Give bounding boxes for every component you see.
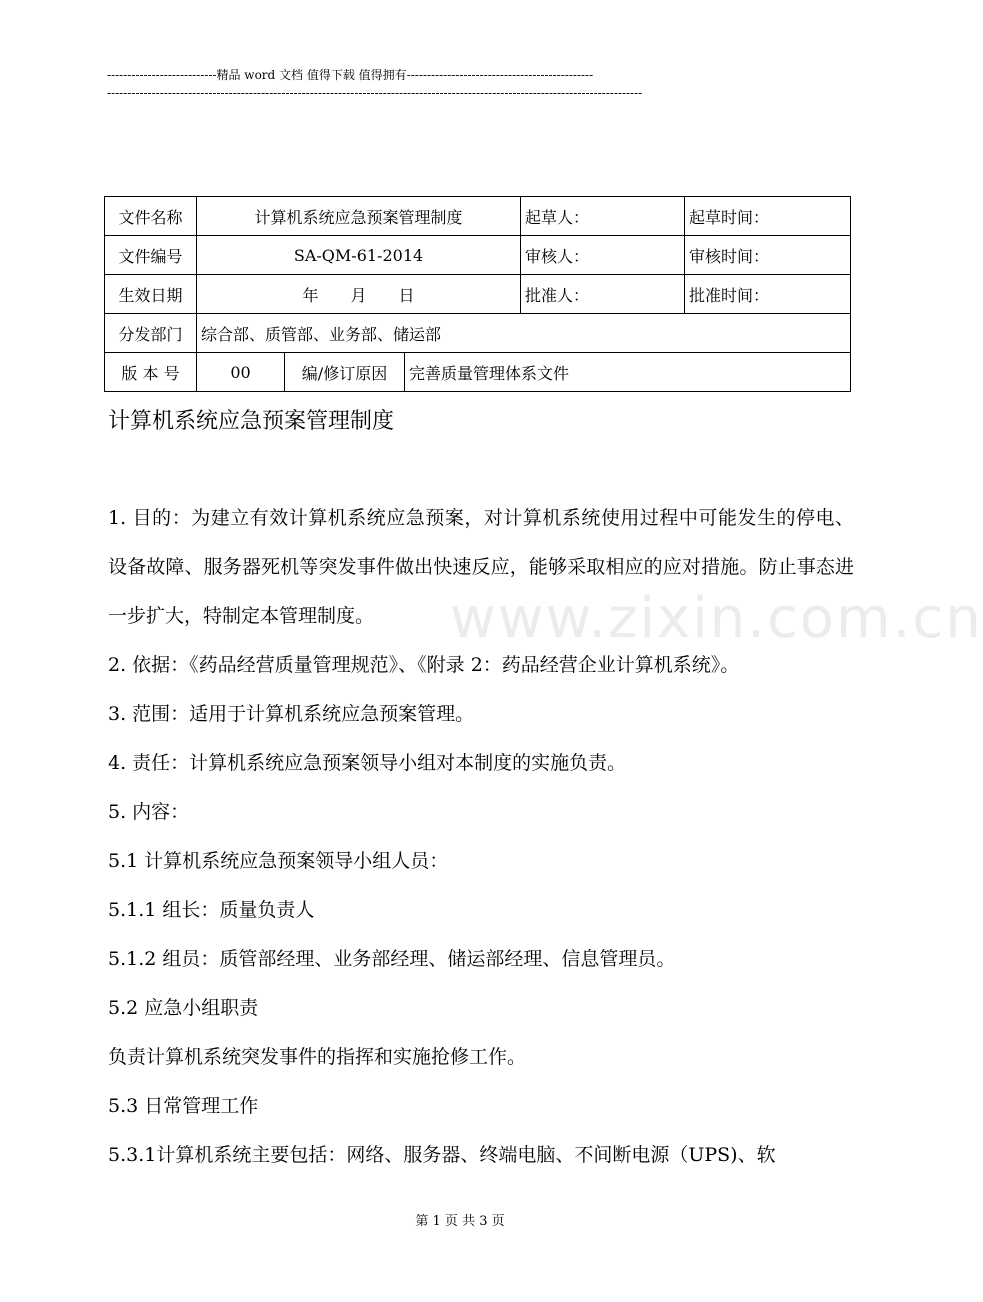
distribution-value: 综合部、质管部、业务部、储运部 — [197, 314, 851, 353]
table-row — [105, 236, 851, 275]
approver-label: 批准人： — [521, 275, 685, 314]
paragraph-scope: 3. 范围：适用于计算机系统应急预案管理。 — [108, 703, 475, 725]
approve-time-label: 批准时间： — [685, 275, 851, 314]
draft-time-label: 起草时间： — [685, 197, 851, 236]
revision-reason-label: 编/修订原因 — [285, 353, 405, 392]
document-body — [108, 494, 854, 1180]
effective-date-label: 生效日期 — [105, 275, 197, 314]
distribution-label: 分发部门 — [105, 314, 197, 353]
paragraph-5-3-1: 5.3.1计算机系统主要包括：网络、服务器、终端电脑、不间断电源（UPS)、软 — [108, 1144, 776, 1166]
version-value: 00 — [197, 353, 285, 392]
revision-reason-value: 完善质量管理体系文件 — [405, 353, 851, 392]
review-time-label: 审核时间： — [685, 236, 851, 275]
paragraph-responsibility: 4. 责任：计算机系统应急预案领导小组对本制度的实施负责。 — [108, 752, 627, 774]
paragraph-5-2: 5.2 应急小组职责 — [108, 997, 259, 1019]
page-footer: 第 1 页 共 3 页 — [415, 1214, 505, 1229]
watermark: www.zixin.com.cn — [450, 586, 983, 651]
page-header-rule: ------------------------------------------------------------------------------------------------------------------------------------ — [107, 86, 643, 100]
table-row — [105, 275, 851, 314]
paragraph-purpose: 1. 目的：为建立有效计算机系统应急预案，对计算机系统使用过程中可能发生的停电、设备故障、服务器死机等突发事件做出快速反应，能够采取相应的应对措施。防止事态进一步扩大，特制定本管理制度。 — [108, 507, 854, 627]
reviewer-label: 审核人： — [521, 236, 685, 275]
document-info-table — [104, 196, 851, 392]
paragraph-5-1-1: 5.1.1 组长：质量负责人 — [108, 899, 315, 921]
document-title: 计算机系统应急预案管理制度 — [108, 409, 395, 434]
version-label: 版 本 号 — [105, 353, 197, 392]
paragraph-basis: 2. 依据：《药品经营质量管理规范》、《附录 2：药品经营企业计算机系统》。 — [108, 654, 740, 676]
table-row — [105, 314, 851, 353]
paragraph-5-1: 5.1 计算机系统应急预案领导小组人员： — [108, 850, 449, 872]
paragraph-5-2-detail: 负责计算机系统突发事件的指挥和实施抢修工作。 — [108, 1046, 527, 1068]
file-number-value: SA-QM-61-2014 — [197, 236, 521, 275]
effective-date-value: 年 月 日 — [197, 275, 521, 314]
table-row — [105, 197, 851, 236]
file-name-value: 计算机系统应急预案管理制度 — [197, 197, 521, 236]
paragraph-5-1-2: 5.1.2 组员：质管部经理、业务部经理、储运部经理、信息管理员。 — [108, 948, 676, 970]
file-number-label: 文件编号 — [105, 236, 197, 275]
drafter-label: 起草人： — [521, 197, 685, 236]
table-row — [105, 353, 851, 392]
file-name-label: 文件名称 — [105, 197, 197, 236]
paragraph-content: 5. 内容： — [108, 801, 190, 823]
page-header-line: ---------------------------精品 word 文档 值得下载 值得拥有---------------------------------------------- — [107, 68, 594, 82]
paragraph-5-3: 5.3 日常管理工作 — [108, 1095, 259, 1117]
